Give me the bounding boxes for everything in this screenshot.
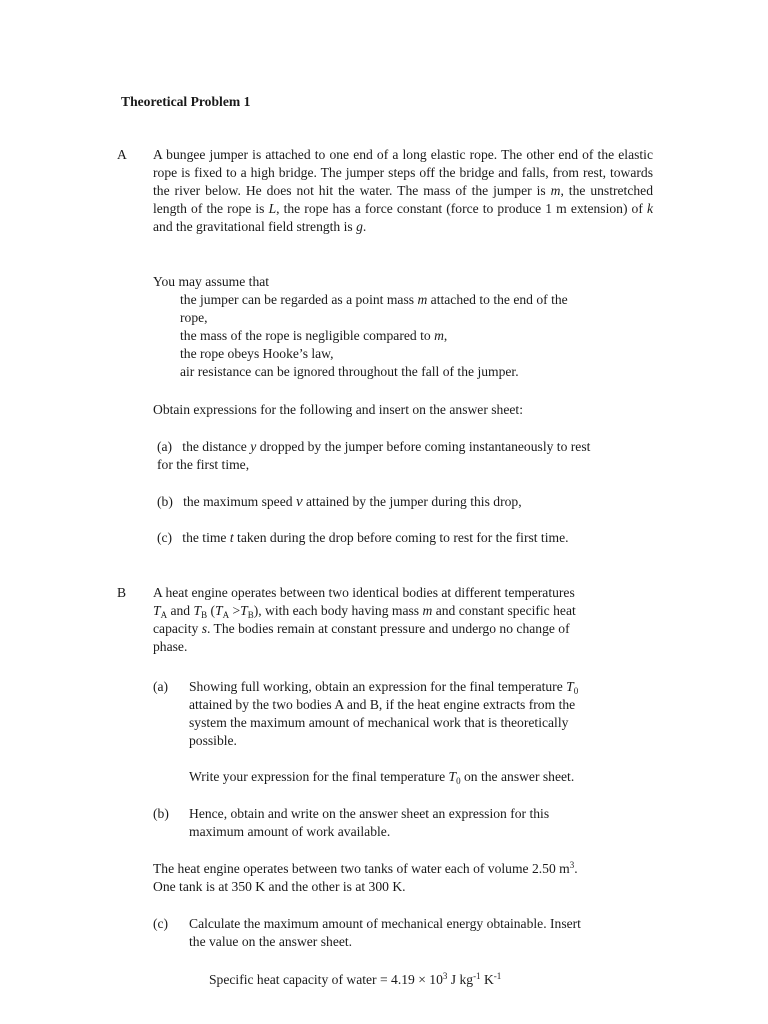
part-a-label: A [117,147,127,162]
question-a-a: (a) the distance y dropped by the jumper before coming instantaneously to rest for the first time, [157,439,591,472]
question-label: (a) [153,679,169,694]
tanks-paragraph: The heat engine operates between two tanks of water each of volume 2.50 $m^3$. One tank is at 350 K and the other is at 300 K. [153,860,578,894]
var-v: v [295,494,303,510]
question-b-b: Hence, obtain and write on the answer sheet an expression for this maximum amount of work available. [189,806,550,839]
question-label: (b) [153,806,169,821]
var-L: L [268,201,277,216]
assumption-4: air resistance can be ignored throughout the fall of the jumper. [180,364,519,379]
assumption-1-cont: rope, [180,310,208,325]
var-m: m [550,183,561,198]
var-g: g [356,219,363,234]
assumption-list [180,291,568,381]
assumption-3: the rope obeys Hooke’s law, [180,346,334,361]
question-label: (b) [157,494,173,509]
assumption-2: the mass of the rope is negligible compared to m, [180,328,448,343]
specific-heat-capacity: Specific heat capacity of water = $4.19 \times 10^3$ J $kg^{-1}$ $K^{-1}$ [209,971,502,987]
question-label: (a) [157,439,173,454]
part-a-intro: A bungee jumper is attached to one end of a long elastic rope. The other end of the elastic rope is fixed to a high bridge. The jumper steps off the bridge and falls, from rest, towards the river below. He does not hit the water. The mass of the jumper is m, the unstretched length of the rope is L, the rope has a force constant (force to produce 1 m extension) of k and the gravitational field strength is g. [153,147,654,234]
question-b-c: Calculate the maximum amount of mechanical energy obtainable. Insert the value on the answer sheet. [189,916,581,949]
part-b-intro: A heat engine operates between two identical bodies at different temperatures $T_A$ and $T_B$ $(T_A >T_B)$, with each body having mass m and constant specific heat capacity s. The bodies remain at constant pressure and undergo no change of phase. [153,585,576,654]
question-a-b: (b) the maximum speed v attained by the jumper during this drop, [157,494,522,510]
question-b-a: Showing full working, obtain an expression for the final temperature $T_0$ attained by the two bodies A and B, if the heat engine extracts from the system the maximum amount of mechanical work that is theoretically possible. [189,679,579,748]
assumption-1: the jumper can be regarded as a point mass m attached to the end of the [180,292,568,307]
page-title: Theoretical Problem 1 [121,94,251,109]
part-b-label: B [117,585,127,600]
question-label: (c) [157,530,173,545]
question-a-c: (c) the time t taken during the drop before coming to rest for the first time. [157,530,569,545]
var-k: k [646,201,654,216]
obtain-instruction: Obtain expressions for the following and insert on the answer sheet: [153,402,523,417]
question-label: (c) [153,916,169,931]
var-y: y [250,439,257,454]
write-expression-instruction: Write your expression for the final temperature $T_0$ on the answer sheet. [189,769,575,786]
assumption-lead: You may assume that [153,274,270,289]
var-t: t [229,530,234,545]
